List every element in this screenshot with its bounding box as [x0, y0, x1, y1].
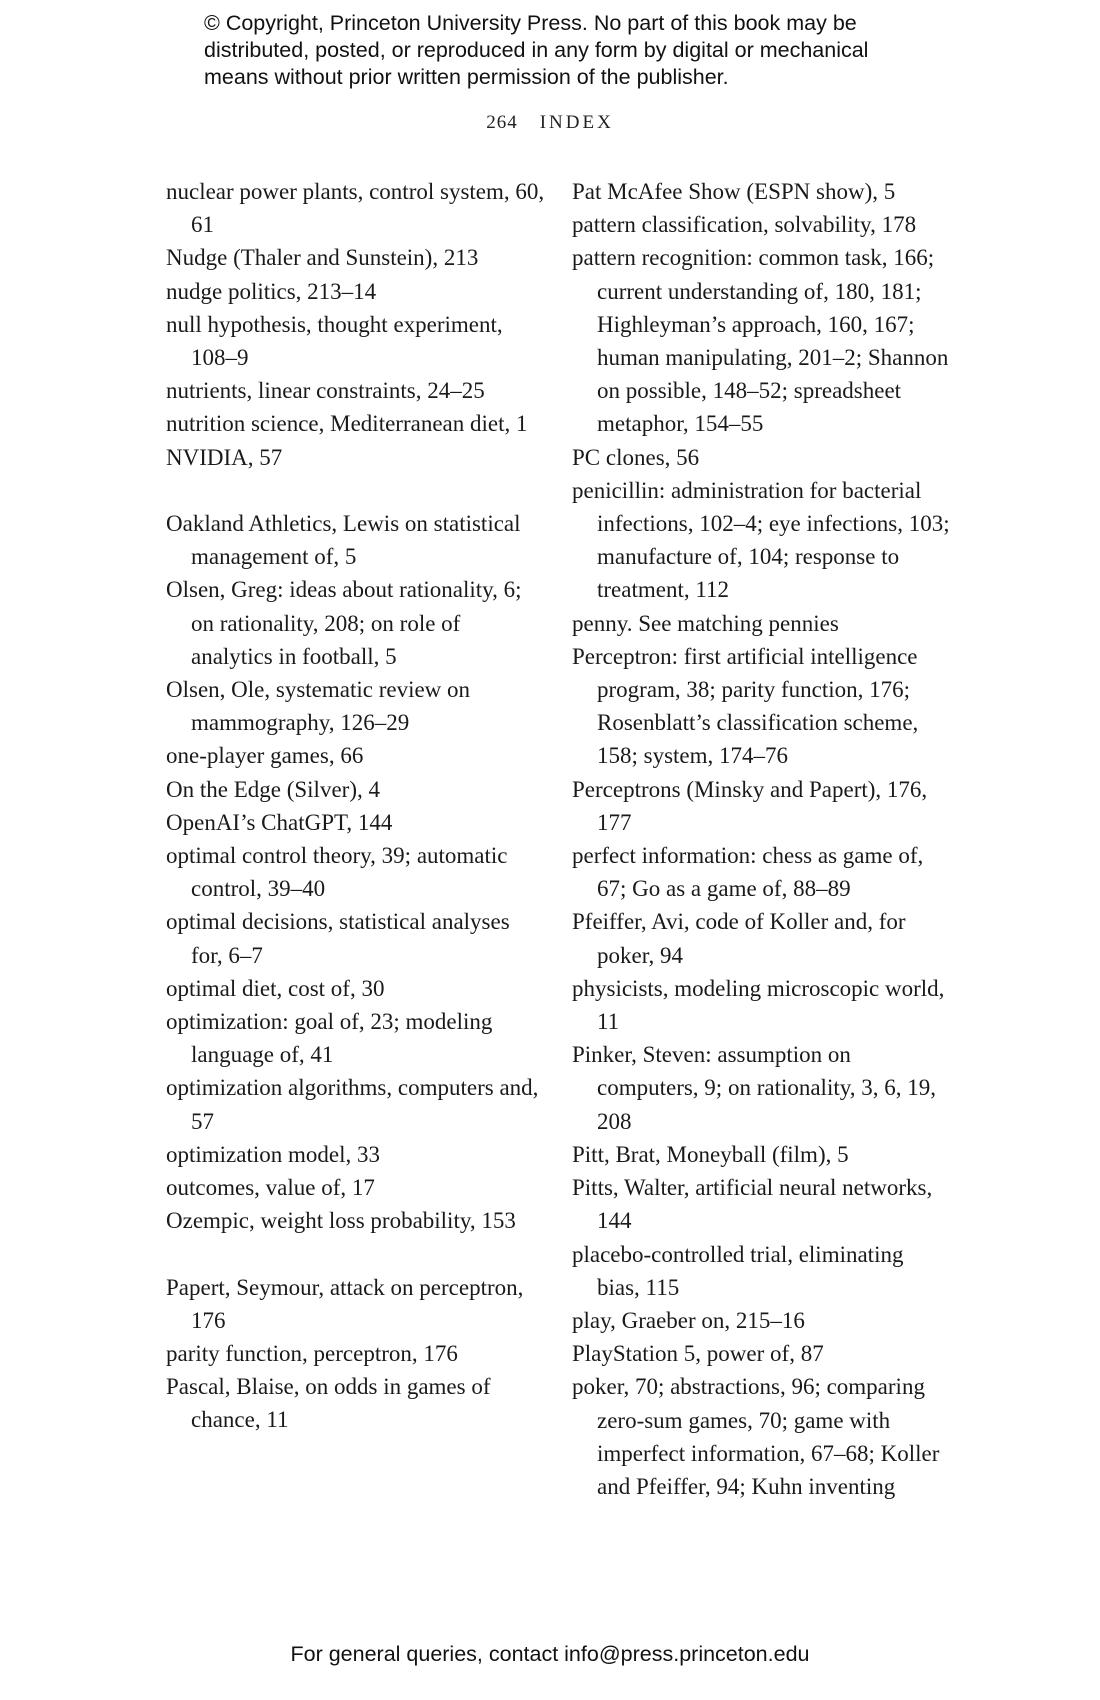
- index-entry: penny. See matching pennies: [572, 610, 839, 636]
- index-entry: NVIDIA, 57: [166, 444, 283, 470]
- index-entry: Pascal, Blaise, on odds in games of chance, 11: [166, 1374, 491, 1433]
- running-head: [0, 112, 1100, 134]
- index-entry: nutrients, linear constraints, 24–25: [166, 378, 485, 404]
- index-column-right: [572, 175, 952, 1503]
- index-entry: null hypothesis, thought experiment, 108–9: [166, 311, 503, 371]
- index-entry: nutrition science, Mediterranean diet, 1: [166, 411, 528, 437]
- index-entry: Olsen, Ole, systematic review on mammography, 126–29: [166, 677, 471, 736]
- index-entry: Pitts, Walter, artificial neural networks, 144: [572, 1175, 933, 1234]
- page-number: 264: [486, 112, 518, 133]
- index-entry: optimization: goal of, 23; modeling language of, 41: [166, 1009, 493, 1068]
- index-entry: one-player games, 66: [166, 743, 364, 769]
- index-entry: On the Edge (Silver), 4: [166, 776, 380, 802]
- index-entry: optimal decisions, statistical analyses for, 6–7: [166, 909, 510, 968]
- index-entry: optimal diet, cost of, 30: [166, 975, 385, 1001]
- index-entry: Ozempic, weight loss probability, 153: [166, 1208, 516, 1234]
- index-entry: play, Graeber on, 215–16: [572, 1307, 805, 1333]
- index-entry: optimization algorithms, computers and, 57: [166, 1075, 539, 1134]
- letter-gap: [166, 1237, 546, 1270]
- index-entry: Perceptron: first artificial intelligence program, 38; parity function, 176; Rosenblatt’s classification scheme, 158; system, 174–76: [572, 643, 919, 769]
- index-entry: nudge politics, 213–14: [166, 278, 377, 304]
- index-entry: optimization model, 33: [166, 1141, 380, 1167]
- index-entry: poker, 70; abstractions, 96; comparing zero-sum games, 70; game with imperfect information, 67–68; Koller and Pfeiffer, 94; Kuhn inventing: [572, 1374, 940, 1499]
- index-entry: Pinker, Steven: assumption on computers, 9; on rationality, 3, 6, 19, 208: [572, 1042, 936, 1134]
- index-entry: Pat McAfee Show (ESPN show), 5: [572, 179, 896, 204]
- copyright-notice: © Copyright, Princeton University Press. No part of this book may be distributed, posted, or reproduced in any form by digital or mechanical means without prior written permission of the publisher.: [204, 11, 869, 89]
- index-entry: Perceptrons (Minsky and Papert), 176, 177: [572, 776, 928, 835]
- index-entry: Pitt, Brat, Moneyball (film), 5: [572, 1141, 849, 1167]
- index-entry: outcomes, value of, 17: [166, 1175, 375, 1201]
- index-entry: PC clones, 56: [572, 444, 700, 470]
- index-entry: perfect information: chess as game of, 67; Go as a game of, 88–89: [572, 843, 924, 902]
- index-entry: pattern classification, solvability, 178: [572, 212, 917, 238]
- section-title: INDEX: [539, 112, 614, 133]
- index-entry: PlayStation 5, power of, 87: [572, 1341, 824, 1367]
- footer-contact: For general queries, contact info@press.princeton.edu: [290, 1642, 810, 1666]
- index-entry: pattern recognition: common task, 166; current understanding of, 180, 181; Highleyman’s approach, 160, 167; human manipulating, 201–2; Shannon on possible, 148–52; spreadsheet metaphor, 154–55: [572, 245, 949, 437]
- index-entry: Pfeiffer, Avi, code of Koller and, for poker, 94: [572, 909, 906, 968]
- letter-gap: [166, 474, 546, 507]
- index-entry: physicists, modeling microscopic world, 11: [572, 975, 945, 1035]
- index-entry: OpenAI’s ChatGPT, 144: [166, 809, 393, 835]
- index-entry: Olsen, Greg: ideas about rationality, 6; on rationality, 208; on role of analytics in football, 5: [166, 577, 522, 669]
- index-entry: Papert, Seymour, attack on perceptron, 176: [166, 1274, 524, 1333]
- index-entry: parity function, perceptron, 176: [166, 1341, 458, 1367]
- index-column-left: [166, 175, 546, 1437]
- index-entry: optimal control theory, 39; automatic control, 39–40: [166, 843, 508, 902]
- index-entry: nuclear power plants, control system, 60, 61: [166, 179, 545, 238]
- index-entry: Oakland Athletics, Lewis on statistical management of, 5: [166, 511, 521, 570]
- index-entry: penicillin: administration for bacterial infections, 102–4; eye infections, 103; manufacture of, 104; response to treatment, 112: [572, 477, 950, 603]
- index-entry: placebo-controlled trial, eliminating bias, 115: [572, 1241, 904, 1300]
- index-entry: Nudge (Thaler and Sunstein), 213: [166, 245, 479, 271]
